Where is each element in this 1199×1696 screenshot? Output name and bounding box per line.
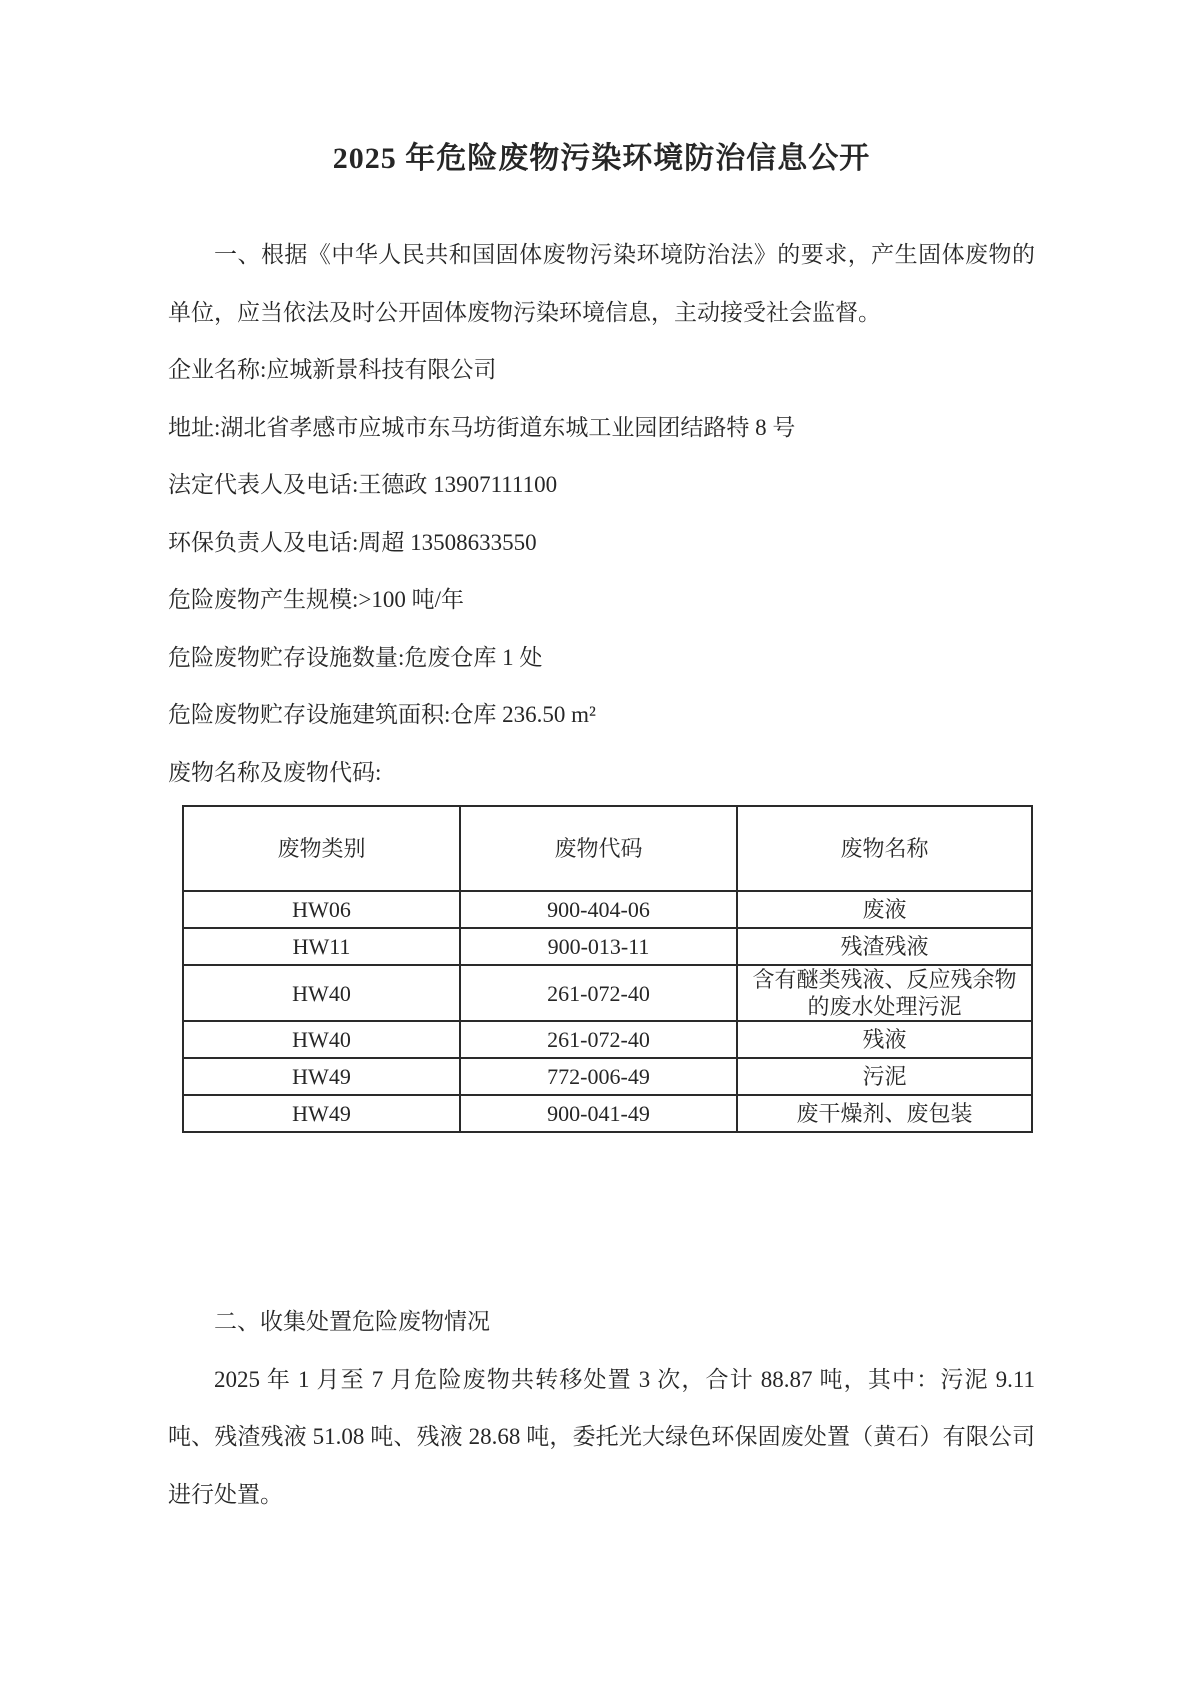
table-cell-code: 261-072-40 <box>460 1021 737 1058</box>
waste-codes-table <box>182 805 1033 1133</box>
table-cell-name: 废干燥剂、废包装 <box>737 1095 1032 1132</box>
info-line-storage-facility-area: 危险废物贮存设施建筑面积:仓库 236.50 m² <box>168 702 596 727</box>
table-row <box>183 965 1032 1021</box>
section-2-paragraph: 2025 年 1 月至 7 月危险废物共转移处置 3 次，合计 88.87 吨，其中：污泥 9.11 吨、残渣残液 51.08 吨、残液 28.68 吨，委托光大绿色环保固废处置（黄石）有限公司进行处置。 <box>168 1366 1035 1507</box>
table-row <box>183 1021 1032 1058</box>
info-line-storage-facility-count: 危险废物贮存设施数量:危废仓库 1 处 <box>168 644 543 670</box>
table-cell-code: 772-006-49 <box>460 1058 737 1095</box>
table-header-row <box>183 806 1032 891</box>
table-header-waste-category: 废物类别 <box>183 806 460 891</box>
table-cell-code: 900-013-11 <box>460 928 737 965</box>
table-cell-code: 900-404-06 <box>460 891 737 928</box>
info-line-waste-codes-caption: 废物名称及废物代码: <box>168 759 382 785</box>
table-cell-name: 残渣残液 <box>737 928 1032 965</box>
table-row <box>183 928 1032 965</box>
section-2-heading: 二、收集处置危险废物情况 <box>214 1309 490 1334</box>
table-cell-name: 废液 <box>737 891 1032 928</box>
table-cell-code: 900-041-49 <box>460 1095 737 1132</box>
table-cell-category: HW40 <box>183 1021 460 1058</box>
table-cell-category: HW49 <box>183 1095 460 1132</box>
table-cell-category: HW40 <box>183 965 460 1021</box>
table-cell-category: HW06 <box>183 891 460 928</box>
table-row <box>183 891 1032 928</box>
table-cell-category: HW11 <box>183 928 460 965</box>
table-cell-category: HW49 <box>183 1058 460 1095</box>
info-line-waste-generation-scale: 危险废物产生规模:>100 吨/年 <box>168 587 465 612</box>
info-line-legal-representative-phone: 法定代表人及电话:王德政 13907111100 <box>168 472 558 497</box>
table-cell-code: 261-072-40 <box>460 965 737 1021</box>
section-2 <box>168 1293 1035 1523</box>
table-cell-name: 污泥 <box>737 1058 1032 1095</box>
section-1 <box>168 226 1035 1133</box>
info-line-enterprise-name: 企业名称:应城新景科技有限公司 <box>168 357 497 382</box>
table-cell-name: 含有醚类残液、反应残余物的废水处理污泥 <box>737 965 1032 1021</box>
document-title: 2025 年危险废物污染环境防治信息公开 <box>332 142 871 175</box>
table-cell-name: 残液 <box>737 1021 1032 1058</box>
info-line-environmental-officer-phone: 环保负责人及电话:周超 13508633550 <box>168 529 537 555</box>
table-header-waste-name: 废物名称 <box>737 806 1032 891</box>
intro-paragraph: 一、根据《中华人民共和国固体废物污染环境防治法》的要求，产生固体废物的单位，应当依法及时公开固体废物污染环境信息，主动接受社会监督。 <box>168 242 1035 325</box>
table-row <box>183 1058 1032 1095</box>
info-line-address: 地址:湖北省孝感市应城市东马坊街道东城工业园团结路特 8 号 <box>168 414 796 440</box>
table-row <box>183 1095 1032 1132</box>
table-header-waste-code: 废物代码 <box>460 806 737 891</box>
